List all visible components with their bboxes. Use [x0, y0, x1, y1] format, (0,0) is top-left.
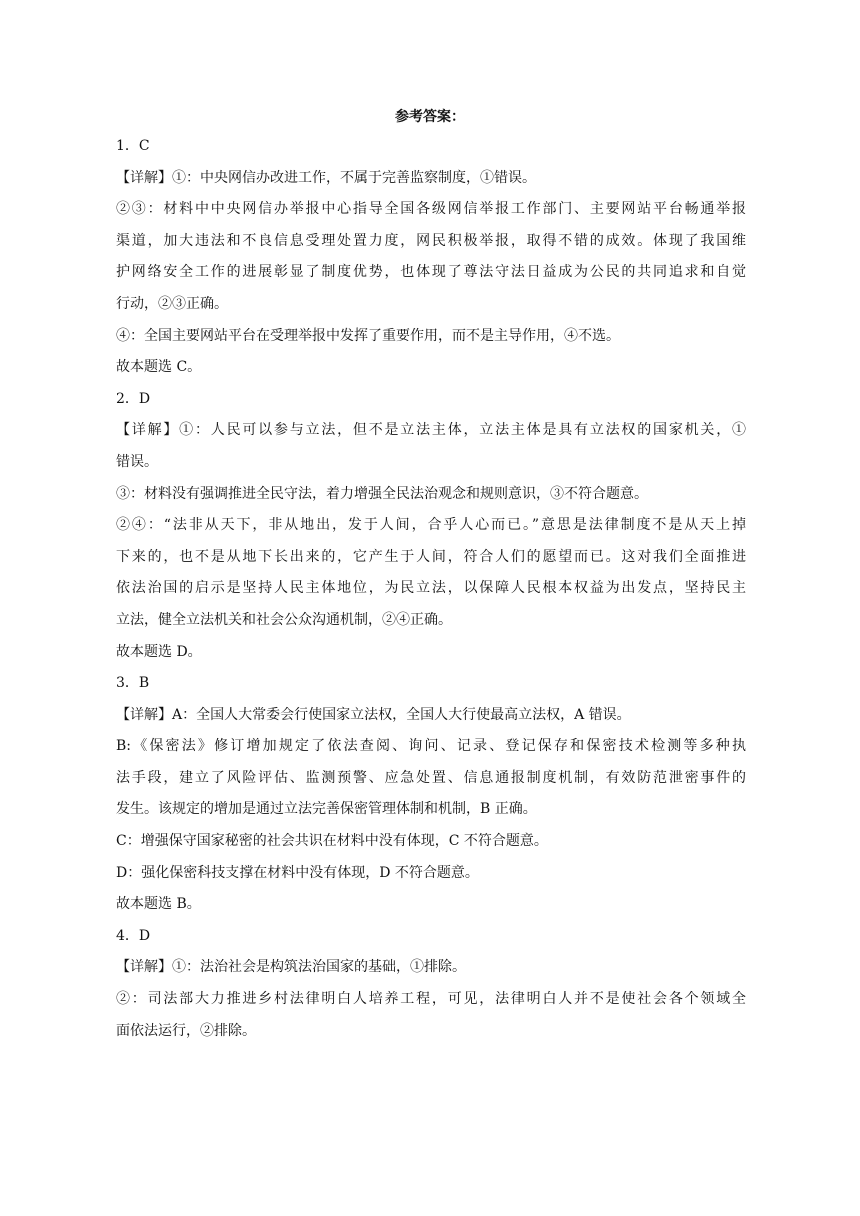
explanation-line: 【详解】A：全国人大常委会行使国家立法权，全国人大行使最高立法权，A 错误。	[116, 706, 631, 723]
explanation-line: D：强化保密科技支撑在材料中没有体现，D 不符合题意。	[116, 864, 479, 881]
explanation-line: C：增强保守国家秘密的社会共识在材料中没有体现，C 不符合题意。	[116, 833, 548, 850]
answer-number: 4．D	[116, 927, 151, 944]
answer-number: 2．D	[116, 390, 151, 407]
explanation-line: 行动，②③正确。	[116, 295, 228, 312]
answer-content	[116, 131, 746, 1047]
explanation-line: ②③：材料中中央网信办举报中心指导全国各级网信举报工作部门、主要网站平台畅通举报	[116, 201, 746, 218]
explanation-line: 渠道，加大违法和不良信息受理处置力度，网民积极举报，取得不错的成效。体现了我国维	[116, 232, 746, 249]
conclusion-line: 故本题选 C。	[116, 359, 202, 376]
explanation-line: 依法治国的启示是坚持人民主体地位，为民立法，以保障人民根本权益为出发点，坚持民主	[116, 580, 746, 597]
explanation-line: ④：全国主要网站平台在受理举报中发挥了重要作用，而不是主导作用，④不选。	[116, 327, 620, 344]
conclusion-line: 故本题选 D。	[116, 643, 202, 660]
explanation-line: 立法，健全立法机关和社会公众沟通机制，②④正确。	[116, 611, 452, 628]
answer-number: 1．C	[116, 138, 150, 154]
explanation-line: 下来的，也不是从地下长出来的，它产生于人间，符合人们的愿望而已。这对我们全面推进	[116, 548, 746, 565]
explanation-line: 【详解】①：法治社会是构筑法治国家的基础，①排除。	[116, 959, 466, 976]
conclusion-line: 故本题选 B。	[116, 896, 201, 913]
explanation-line: 错误。	[116, 453, 158, 470]
explanation-line: B:《保密法》修订增加规定了依法查阅、询问、记录、登记保存和保密技术检测等多种执	[116, 738, 746, 755]
answer-number: 3．B	[116, 675, 150, 692]
explanation-line: 护网络安全工作的进展彰显了制度优势，也体现了尊法守法日益成为公民的共同追求和自觉	[116, 264, 746, 281]
explanation-line: ②④：“法非从天下，非从地出，发于人间，合乎人心而已。”意思是法律制度不是从天上掉	[116, 517, 746, 534]
explanation-line: 法手段，建立了风险评估、监测预警、应急处置、信息通报制度机制，有效防范泄密事件的	[116, 769, 746, 786]
page-title: 参考答案：	[395, 109, 465, 125]
explanation-line: 面依法运行，②排除。	[116, 1022, 256, 1039]
explanation-line: 发生。该规定的增加是通过立法完善保密管理体制和机制，B 正确。	[116, 801, 537, 818]
explanation-line: ②：司法部大力推进乡村法律明白人培养工程，可见，法律明白人并不是使社会各个领域全	[116, 991, 746, 1008]
explanation-line: ③：材料没有强调推进全民守法，着力增强全民法治观念和规则意识，③不符合题意。	[116, 485, 648, 502]
explanation-line: 【详解】①：人民可以参与立法，但不是立法主体，立法主体是具有立法权的国家机关，①	[116, 422, 746, 439]
explanation-line: 【详解】①：中央网信办改进工作，不属于完善监察制度，①错误。	[116, 169, 536, 186]
